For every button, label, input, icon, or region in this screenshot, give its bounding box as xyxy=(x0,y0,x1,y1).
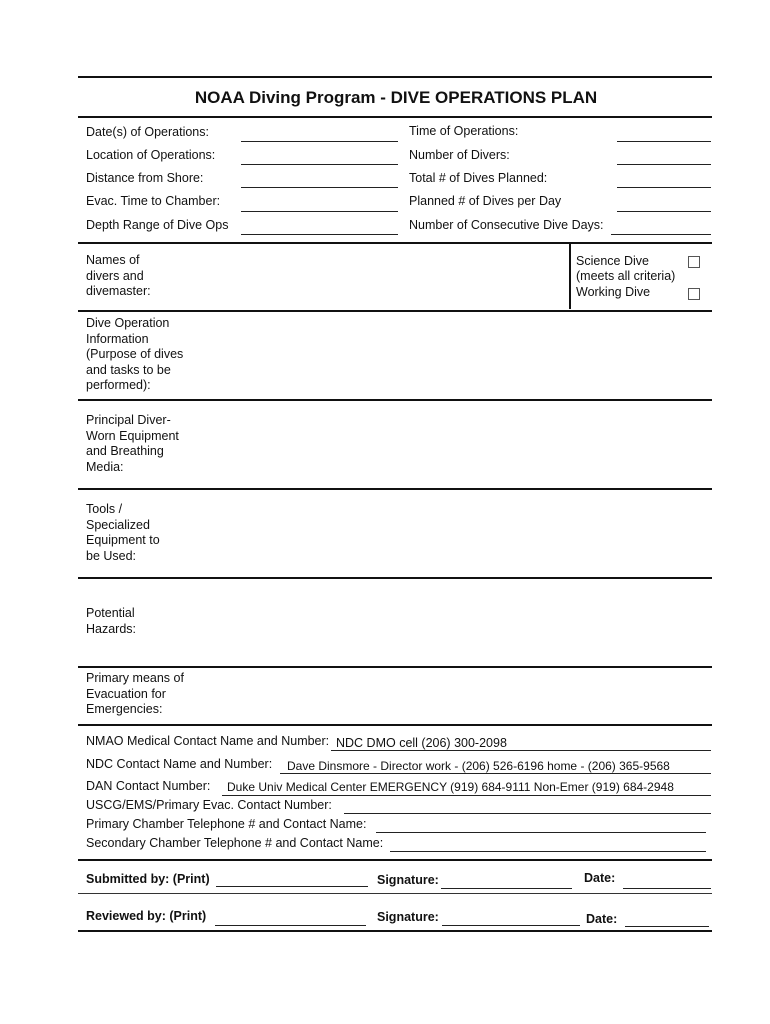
date1-label: Date: xyxy=(584,871,616,885)
primary-chamber-line[interactable] xyxy=(376,832,706,833)
location-field[interactable] xyxy=(241,164,398,165)
signature1-label: Signature: xyxy=(377,873,439,887)
evac-time-field[interactable] xyxy=(241,211,398,212)
divider-tools xyxy=(78,577,712,579)
depth-range-field[interactable] xyxy=(241,234,398,235)
date1-line[interactable] xyxy=(623,888,711,889)
working-dive-label: Working Dive xyxy=(576,285,651,299)
page-title: NOAA Diving Program - DIVE OPERATIONS PLAN xyxy=(194,88,598,107)
nmao-line xyxy=(331,750,711,751)
dates-label: Date(s) of Operations: xyxy=(86,125,209,139)
divider-hazards xyxy=(78,666,712,668)
top-border xyxy=(78,76,712,78)
hazards-label: Potential Hazards: xyxy=(86,606,137,636)
num-divers-field[interactable] xyxy=(617,164,711,165)
divider-evacuation xyxy=(78,724,712,726)
nmao-label: NMAO Medical Contact Name and Number: xyxy=(86,734,330,748)
total-dives-label: Total # of Dives Planned: xyxy=(409,171,548,185)
reviewed-label: Reviewed by: (Print) xyxy=(86,909,207,923)
tools-label: Tools / Specialized Equipment to be Used: xyxy=(86,502,160,563)
submitted-label: Submitted by: (Print) xyxy=(86,872,210,886)
ndc-line xyxy=(280,773,711,774)
signature2-line[interactable] xyxy=(442,925,580,926)
consecutive-days-label: Number of Consecutive Dive Days: xyxy=(409,218,604,232)
nmao-value[interactable]: NDC DMO cell (206) 300-2098 xyxy=(336,736,507,750)
uscg-line[interactable] xyxy=(344,813,711,814)
divers-vertical-divider xyxy=(569,243,571,309)
consecutive-days-field[interactable] xyxy=(611,234,711,235)
num-divers-label: Number of Divers: xyxy=(409,148,510,162)
signature1-line[interactable] xyxy=(441,888,572,889)
submitted-line[interactable] xyxy=(216,886,368,887)
divider-contacts xyxy=(78,859,712,861)
uscg-label: USCG/EMS/Primary Evac. Contact Number: xyxy=(86,798,332,812)
divider-equipment xyxy=(78,488,712,490)
science-dive-checkbox[interactable] xyxy=(688,256,700,268)
divider-dive-operation xyxy=(78,399,712,401)
ndc-label: NDC Contact Name and Number: xyxy=(86,757,273,771)
distance-field[interactable] xyxy=(241,187,398,188)
title-divider xyxy=(78,116,712,118)
dive-operation-label: Dive Operation Information (Purpose of dives and tasks to be performed): xyxy=(86,316,184,392)
signature2-label: Signature: xyxy=(377,910,439,924)
date2-line[interactable] xyxy=(625,926,709,927)
dan-line xyxy=(222,795,711,796)
date2-label: Date: xyxy=(586,912,618,926)
divers-label: Names of divers and divemaster: xyxy=(86,253,151,298)
dan-value[interactable]: Duke Univ Medical Center EMERGENCY (919) 684-9111 Non-Emer (919) 684-2948 xyxy=(227,780,674,794)
distance-label: Distance from Shore: xyxy=(86,171,204,185)
location-label: Location of Operations: xyxy=(86,148,216,162)
total-dives-field[interactable] xyxy=(617,187,711,188)
secondary-chamber-line[interactable] xyxy=(390,851,706,852)
divider-submitted xyxy=(78,893,712,894)
time-ops-label: Time of Operations: xyxy=(409,124,519,138)
primary-chamber-label: Primary Chamber Telephone # and Contact Name: xyxy=(86,817,367,831)
ndc-value[interactable]: Dave Dinsmore - Director work - (206) 526-6196 home - (206) 365-9568 xyxy=(287,759,670,773)
evacuation-label: Primary means of Evacuation for Emergencies: xyxy=(86,671,184,716)
science-dive-label: Science Dive xyxy=(576,254,649,268)
dan-label: DAN Contact Number: xyxy=(86,779,211,793)
evac-time-label: Evac. Time to Chamber: xyxy=(86,194,221,208)
divider-top-fields xyxy=(78,242,712,244)
reviewed-line[interactable] xyxy=(215,925,366,926)
equipment-label: Principal Diver- Worn Equipment and Breathing Media: xyxy=(86,413,179,474)
dates-field[interactable] xyxy=(241,141,398,142)
dives-per-day-label: Planned # of Dives per Day xyxy=(409,194,562,208)
depth-range-label: Depth Range of Dive Ops xyxy=(86,218,229,232)
dives-per-day-field[interactable] xyxy=(617,211,711,212)
secondary-chamber-label: Secondary Chamber Telephone # and Contact Name: xyxy=(86,836,384,850)
criteria-label: (meets all criteria) xyxy=(576,269,676,283)
time-ops-field[interactable] xyxy=(617,141,711,142)
divider-divers xyxy=(78,310,712,312)
working-dive-checkbox[interactable] xyxy=(688,288,700,300)
bottom-border xyxy=(78,930,712,932)
